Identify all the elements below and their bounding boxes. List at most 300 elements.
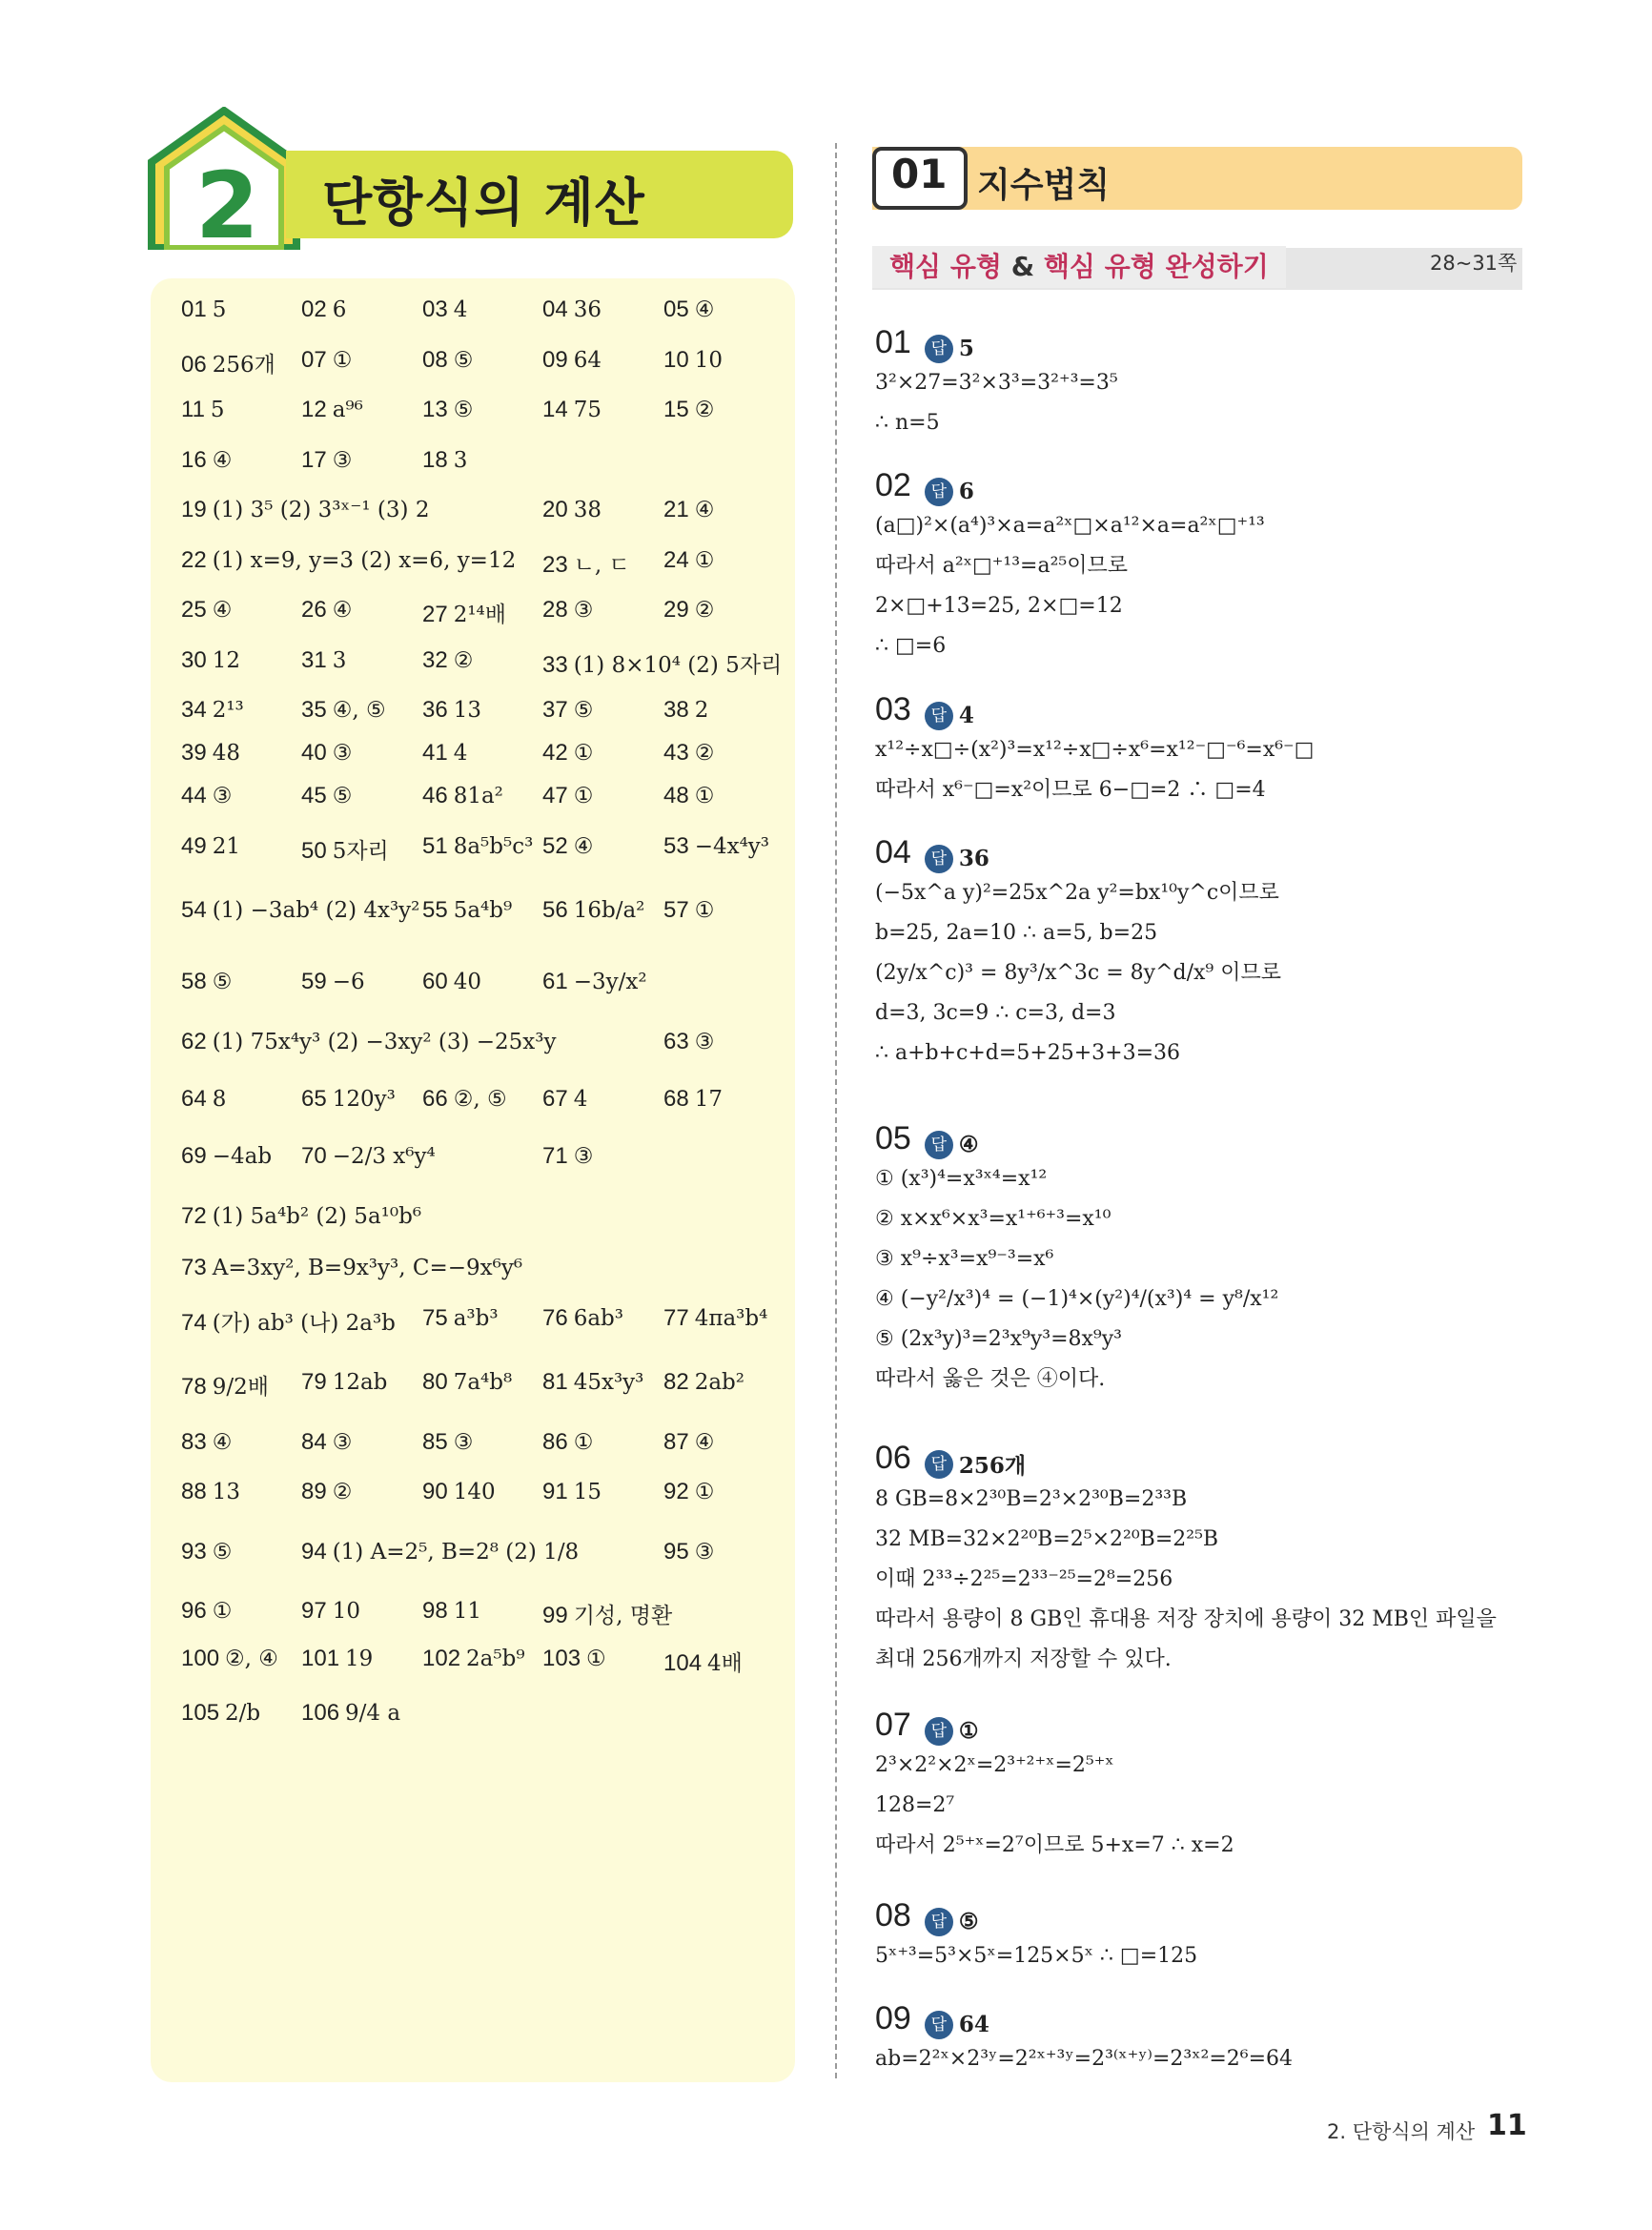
answer-number: 40 bbox=[301, 740, 327, 766]
answer-item bbox=[422, 347, 473, 374]
answer-number: 93 bbox=[181, 1539, 207, 1565]
answer-value: 7a⁴b⁸ bbox=[453, 1370, 513, 1395]
answer-value: 10 bbox=[694, 348, 723, 373]
answer-item bbox=[663, 1305, 767, 1332]
answer-value: 6 bbox=[332, 297, 347, 322]
section-number: 01 bbox=[891, 151, 948, 197]
answer-item bbox=[181, 1598, 232, 1625]
solution-header bbox=[875, 1897, 1533, 1936]
answer-item bbox=[301, 1700, 400, 1727]
answer-item bbox=[181, 1539, 232, 1565]
answer-value: 5자리 bbox=[332, 839, 389, 864]
solution-line: 따라서 용량이 8 GB인 휴대용 저장 장치에 용량이 32 MB인 파일을 bbox=[875, 1607, 1497, 1631]
subheader-label bbox=[872, 246, 1286, 288]
answer-item bbox=[181, 1305, 396, 1337]
solution-line: b=25, 2a=10 ∴ a=5, b=25 bbox=[875, 920, 1158, 945]
answer-value: 140 bbox=[453, 1480, 496, 1504]
solution-line: ∴ a+b+c+d=5+25+3+3=36 bbox=[875, 1040, 1181, 1065]
answer-value: ④ bbox=[212, 448, 233, 473]
solution-line: x¹²÷x□÷(x²)³=x¹²÷x□÷x⁶=x¹²⁻□⁻⁶=x⁶⁻□ bbox=[875, 737, 1315, 762]
answer-number: 98 bbox=[422, 1598, 448, 1624]
answer-number: 30 bbox=[181, 647, 207, 673]
answer-item bbox=[181, 447, 232, 474]
answer-item bbox=[663, 1086, 723, 1113]
answer-badge-icon: 답 bbox=[925, 1131, 953, 1159]
answer-value: ⑤ bbox=[573, 698, 594, 723]
answer-value: 16b/a² bbox=[573, 898, 645, 923]
answer-number: 53 bbox=[663, 833, 689, 859]
answer-number: 76 bbox=[542, 1305, 568, 1331]
answer-item bbox=[663, 297, 714, 323]
answer-value: ① bbox=[586, 1647, 606, 1671]
answer-number: 07 bbox=[301, 347, 327, 373]
answer-number: 57 bbox=[663, 897, 689, 923]
answer-value: 기성, 명환 bbox=[573, 1604, 673, 1628]
answer-number: 01 bbox=[181, 297, 207, 322]
answer-item bbox=[301, 1086, 396, 1113]
answer-number: 75 bbox=[422, 1305, 448, 1331]
answer-number: 38 bbox=[663, 697, 689, 723]
answer-item bbox=[542, 647, 782, 679]
answer-number: 54 bbox=[181, 897, 207, 923]
answer-item bbox=[301, 1479, 352, 1505]
answer-value: ① bbox=[573, 741, 594, 766]
answer-item bbox=[301, 783, 352, 809]
answer-item bbox=[301, 1429, 352, 1456]
answer-item bbox=[542, 969, 647, 995]
answer-number: 12 bbox=[301, 397, 327, 422]
answer-value: ③ bbox=[453, 1430, 474, 1455]
solution-block bbox=[875, 691, 1533, 810]
solution-line: (−5x^a y)²=25x^2a y²=bx¹⁰y^c이므로 bbox=[875, 880, 1279, 905]
answer-item bbox=[542, 397, 602, 423]
solution-line: ① (x³)⁴=x³ˣ⁴=x¹² bbox=[875, 1166, 1048, 1191]
answer-number: 33 bbox=[542, 652, 568, 678]
answer-value: ④ bbox=[212, 598, 233, 623]
answer-badge-icon: 답 bbox=[925, 1717, 953, 1746]
solution-line: (a□)²×(a⁴)³×a=a²ˣ□×a¹²×a=a²ˣ□⁺¹³ bbox=[875, 513, 1265, 538]
answer-value: ③ bbox=[694, 1030, 715, 1054]
solution-line: 2×□+13=25, 2×□=12 bbox=[875, 593, 1123, 618]
answer-item bbox=[181, 897, 419, 924]
solution-number: 03 bbox=[875, 691, 911, 727]
answer-number: 09 bbox=[542, 347, 568, 373]
answer-value: 120y³ bbox=[332, 1087, 396, 1112]
answer-value: 4배 bbox=[707, 1651, 743, 1676]
answer-item bbox=[663, 347, 723, 374]
solution-answer: ④ bbox=[958, 1132, 979, 1157]
answer-value: 13 bbox=[212, 1480, 240, 1504]
answer-item bbox=[542, 1305, 623, 1332]
answer-value: 13 bbox=[453, 698, 481, 723]
answer-number: 60 bbox=[422, 969, 448, 994]
solution-answer: 6 bbox=[958, 479, 974, 504]
solution-line: 따라서 a²ˣ□⁺¹³=a²⁵이므로 bbox=[875, 553, 1128, 578]
answer-number: 88 bbox=[181, 1479, 207, 1504]
answer-number: 80 bbox=[422, 1369, 448, 1395]
answer-number: 69 bbox=[181, 1143, 207, 1169]
answer-number: 17 bbox=[301, 447, 327, 473]
answer-value: ④ bbox=[694, 297, 715, 322]
answer-value: ④ bbox=[332, 598, 353, 623]
answer-number: 29 bbox=[663, 597, 689, 623]
answer-item bbox=[181, 547, 516, 574]
answer-item bbox=[663, 547, 714, 574]
answer-item bbox=[663, 1369, 744, 1396]
solution-number: 09 bbox=[875, 2000, 911, 2036]
solution-line: 따라서 옳은 것은 ④이다. bbox=[875, 1366, 1106, 1391]
answer-value: 48 bbox=[212, 741, 240, 766]
answer-badge-icon: 답 bbox=[925, 478, 953, 506]
answer-item bbox=[301, 697, 386, 724]
answer-value: ⑤ bbox=[212, 1540, 233, 1565]
answer-badge-icon: 답 bbox=[925, 335, 953, 363]
answer-number: 74 bbox=[181, 1310, 207, 1336]
answer-number: 25 bbox=[181, 597, 207, 623]
answer-number: 23 bbox=[542, 552, 568, 578]
solution-block bbox=[875, 1440, 1533, 1680]
answer-value: ③ bbox=[212, 784, 233, 808]
answer-number: 62 bbox=[181, 1029, 207, 1054]
answer-item bbox=[301, 647, 346, 674]
answer-value: ⑤ bbox=[332, 784, 353, 808]
answer-badge-icon: 답 bbox=[925, 1450, 953, 1479]
answer-item bbox=[301, 597, 352, 624]
answer-item bbox=[422, 1086, 507, 1113]
solution-block bbox=[875, 2000, 1533, 2079]
answer-item bbox=[422, 297, 467, 323]
answer-item bbox=[422, 1429, 473, 1456]
solution-answer: 5 bbox=[958, 336, 974, 361]
answer-badge-icon: 답 bbox=[925, 1908, 953, 1936]
answer-number: 34 bbox=[181, 697, 207, 723]
answer-number: 26 bbox=[301, 597, 327, 623]
answer-value: (1) 75x⁴y³ (2) −3xy² (3) −25x³y bbox=[212, 1030, 557, 1054]
answer-item bbox=[542, 1646, 606, 1672]
answer-item bbox=[542, 697, 593, 724]
solution-line: d=3, 3c=9 ∴ c=3, d=3 bbox=[875, 1000, 1116, 1025]
answer-value: 38 bbox=[573, 498, 602, 522]
answer-number: 49 bbox=[181, 833, 207, 859]
answer-item bbox=[422, 597, 506, 628]
answer-number: 68 bbox=[663, 1086, 689, 1112]
answer-item bbox=[542, 1479, 602, 1505]
answer-number: 16 bbox=[181, 447, 207, 473]
answer-number: 66 bbox=[422, 1086, 448, 1112]
answer-value: (가) ab³ (나) 2a³b bbox=[212, 1311, 396, 1336]
solution-number: 07 bbox=[875, 1707, 911, 1743]
answer-value: 45x³y³ bbox=[573, 1370, 644, 1395]
answer-value: 9/4 a bbox=[345, 1701, 401, 1726]
answer-number: 04 bbox=[542, 297, 568, 322]
answer-item bbox=[542, 783, 593, 809]
answer-item bbox=[181, 497, 429, 523]
answer-item bbox=[181, 783, 232, 809]
answer-value: ⑤ bbox=[453, 398, 474, 422]
answer-number: 22 bbox=[181, 547, 207, 573]
answer-number: 10 bbox=[663, 347, 689, 373]
answer-value: 4 bbox=[453, 297, 468, 322]
answer-value: 6ab³ bbox=[573, 1306, 623, 1331]
answer-number: 89 bbox=[301, 1479, 327, 1504]
answer-number: 39 bbox=[181, 740, 207, 766]
answer-value: ① bbox=[694, 548, 715, 573]
answer-value: 5 bbox=[210, 398, 225, 422]
answer-number: 32 bbox=[422, 647, 448, 673]
answer-number: 92 bbox=[663, 1479, 689, 1504]
answer-item bbox=[181, 1086, 226, 1113]
answer-item bbox=[663, 783, 714, 809]
answer-number: 52 bbox=[542, 833, 568, 859]
answer-number: 100 bbox=[181, 1646, 220, 1671]
answer-item bbox=[181, 1203, 421, 1230]
answer-item bbox=[181, 1479, 240, 1505]
answer-number: 64 bbox=[181, 1086, 207, 1112]
section-title-bar bbox=[872, 147, 1522, 210]
answer-number: 79 bbox=[301, 1369, 327, 1395]
solution-line: 따라서 2⁵⁺ˣ=2⁷이므로 5+x=7 ∴ x=2 bbox=[875, 1832, 1234, 1857]
answer-item bbox=[422, 1598, 481, 1625]
answer-number: 37 bbox=[542, 697, 568, 723]
answer-item bbox=[301, 1369, 387, 1396]
solution-header bbox=[875, 467, 1533, 506]
answer-value: ③ bbox=[573, 598, 594, 623]
answer-number: 71 bbox=[542, 1143, 568, 1169]
answer-item bbox=[181, 1029, 556, 1055]
answer-value: 21 bbox=[212, 834, 240, 859]
answer-value: ② bbox=[453, 648, 474, 673]
chapter-number: 2 bbox=[195, 153, 259, 259]
answer-value: ②, ④ bbox=[225, 1647, 278, 1671]
answer-badge-icon: 답 bbox=[925, 845, 953, 873]
solution-header bbox=[875, 834, 1533, 873]
answer-value: 4 bbox=[573, 1087, 588, 1112]
solution-number: 01 bbox=[875, 324, 911, 360]
answer-number: 08 bbox=[422, 347, 448, 373]
answer-item bbox=[181, 397, 225, 423]
solution-answer: ⑤ bbox=[958, 1909, 979, 1934]
answer-value: A=3xy², B=9x³y³, C=−9x⁶y⁶ bbox=[212, 1256, 523, 1280]
answer-number: 65 bbox=[301, 1086, 327, 1112]
solution-block bbox=[875, 834, 1533, 1074]
answer-number: 58 bbox=[181, 969, 207, 994]
solution-header bbox=[875, 1440, 1533, 1480]
answer-value: ⑤ bbox=[212, 970, 233, 994]
solution-block bbox=[875, 467, 1533, 666]
answer-number: 47 bbox=[542, 783, 568, 808]
solution-line: ③ x⁹÷x³=x⁹⁻³=x⁶ bbox=[875, 1246, 1054, 1271]
answer-value: 2a⁵b⁹ bbox=[466, 1647, 525, 1671]
answer-item bbox=[663, 497, 714, 523]
answer-item bbox=[181, 969, 232, 995]
answer-item bbox=[301, 1143, 436, 1170]
answer-number: 42 bbox=[542, 740, 568, 766]
answer-item bbox=[181, 1143, 272, 1170]
answer-value: −4ab bbox=[212, 1144, 273, 1169]
answer-item bbox=[542, 547, 630, 579]
answer-number: 44 bbox=[181, 783, 207, 808]
answer-number: 91 bbox=[542, 1479, 568, 1504]
answer-badge-icon: 답 bbox=[925, 702, 953, 730]
answer-item bbox=[181, 1700, 260, 1727]
answer-value: 2 bbox=[694, 698, 709, 723]
answer-number: 18 bbox=[422, 447, 448, 473]
answer-number: 82 bbox=[663, 1369, 689, 1395]
subheader-part1: 핵심 유형 bbox=[889, 251, 1002, 282]
solution-header bbox=[875, 1707, 1533, 1746]
answer-value: 12 bbox=[212, 648, 240, 673]
solution-number: 04 bbox=[875, 834, 911, 870]
answer-item bbox=[301, 969, 365, 995]
answer-item bbox=[422, 1479, 496, 1505]
solution-number: 02 bbox=[875, 467, 911, 503]
answer-number: 14 bbox=[542, 397, 568, 422]
answer-item bbox=[422, 697, 481, 724]
answer-value: −2/3 x⁶y⁴ bbox=[332, 1144, 436, 1169]
answer-value: 3 bbox=[453, 448, 468, 473]
answer-item bbox=[663, 1539, 714, 1565]
answer-item bbox=[663, 1429, 714, 1456]
answer-value: 8 bbox=[212, 1087, 227, 1112]
solution-line: 8 GB=8×2³⁰B=2³×2³⁰B=2³³B bbox=[875, 1487, 1188, 1511]
footer-chapter-title: 2. 단항식의 계산 bbox=[1327, 2120, 1476, 2143]
chapter-title: 단항식의 계산 bbox=[322, 173, 645, 233]
solution-header bbox=[875, 2000, 1533, 2039]
answer-number: 67 bbox=[542, 1086, 568, 1112]
answer-value: 2¹⁴배 bbox=[453, 603, 506, 627]
answer-number: 43 bbox=[663, 740, 689, 766]
solution-block bbox=[875, 1707, 1533, 1866]
solution-answer: 64 bbox=[958, 2012, 989, 2037]
answer-value: 2/b bbox=[225, 1701, 261, 1726]
answer-item bbox=[542, 347, 602, 374]
solution-line: ④ (−y²/x³)⁴ = (−1)⁴×(y²)⁴/(x³)⁴ = y⁸/x¹² bbox=[875, 1286, 1279, 1311]
answer-value: (1) x=9, y=3 (2) x=6, y=12 bbox=[212, 548, 517, 573]
answer-value: ③ bbox=[573, 1144, 594, 1169]
solution-answer: 4 bbox=[958, 703, 974, 728]
answer-value: ② bbox=[694, 398, 715, 422]
solution-block bbox=[875, 1897, 1533, 1976]
solution-header bbox=[875, 1120, 1533, 1159]
answer-number: 15 bbox=[663, 397, 689, 422]
answer-item bbox=[181, 697, 244, 724]
answer-item bbox=[181, 833, 240, 860]
answer-value: 8a⁵b⁵c³ bbox=[453, 834, 534, 859]
solution-line: ∴ □=6 bbox=[875, 633, 947, 658]
column-divider bbox=[835, 143, 837, 2078]
answer-value: 5 bbox=[212, 297, 227, 322]
answer-value: −4x⁴y³ bbox=[694, 834, 770, 859]
answer-number: 61 bbox=[542, 969, 568, 994]
answer-number: 03 bbox=[422, 297, 448, 322]
answer-number: 02 bbox=[301, 297, 327, 322]
answer-value: (1) 3⁵ (2) 3³ˣ⁻¹ (3) 2 bbox=[212, 498, 430, 522]
answer-item bbox=[663, 1029, 714, 1055]
answer-number: 90 bbox=[422, 1479, 448, 1504]
answer-value: −3y/x² bbox=[573, 970, 647, 994]
answer-item bbox=[663, 1646, 743, 1677]
answer-value: 11 bbox=[453, 1599, 481, 1624]
solution-line: ∴ n=5 bbox=[875, 410, 940, 435]
solution-line: 이때 2³³÷2²⁵=2³³⁻²⁵=2⁸=256 bbox=[875, 1567, 1173, 1591]
answer-value: ③ bbox=[332, 1430, 353, 1455]
answer-item bbox=[663, 1479, 714, 1505]
solution-header bbox=[875, 691, 1533, 730]
answer-item bbox=[542, 833, 593, 860]
answer-item bbox=[301, 1539, 579, 1565]
solution-line: (2y/x^c)³ = 8y³/x^3c = 8y^d/x⁹ 이므로 bbox=[875, 960, 1281, 985]
solution-line: ⑤ (2x³y)³=2³x⁹y³=8x⁹y³ bbox=[875, 1326, 1122, 1351]
answer-value: −6 bbox=[332, 970, 365, 994]
answer-item bbox=[542, 897, 644, 924]
answer-value: ① bbox=[694, 784, 715, 808]
answer-value: ① bbox=[694, 1480, 715, 1504]
answer-number: 70 bbox=[301, 1143, 327, 1169]
answer-item bbox=[181, 1429, 232, 1456]
answer-number: 45 bbox=[301, 783, 327, 808]
answer-badge-icon: 답 bbox=[925, 2011, 953, 2039]
answer-item bbox=[422, 740, 467, 767]
answer-number: 73 bbox=[181, 1255, 207, 1280]
answer-item bbox=[301, 1598, 360, 1625]
answer-item bbox=[422, 969, 481, 995]
answer-value: 3 bbox=[332, 648, 347, 673]
answer-value: ② bbox=[332, 1480, 353, 1504]
answer-value: ① bbox=[573, 1430, 594, 1455]
answer-number: 78 bbox=[181, 1374, 207, 1400]
solution-line: 5ˣ⁺³=5³×5ˣ=125×5ˣ ∴ □=125 bbox=[875, 1943, 1198, 1968]
answer-value: (1) 5a⁴b² (2) 5a¹⁰b⁶ bbox=[212, 1204, 422, 1229]
solution-answer: 256개 bbox=[958, 1453, 1027, 1479]
answer-value: 4 bbox=[453, 741, 468, 766]
answer-number: 102 bbox=[422, 1646, 461, 1671]
answer-number: 94 bbox=[301, 1539, 327, 1565]
answer-value: 17 bbox=[694, 1087, 723, 1112]
answer-value: 4πa³b⁴ bbox=[694, 1306, 768, 1331]
answer-item bbox=[542, 497, 602, 523]
answer-value: 19 bbox=[345, 1647, 374, 1671]
answer-number: 86 bbox=[542, 1429, 568, 1455]
page-number: 11 bbox=[1487, 2109, 1527, 2142]
answer-item bbox=[422, 897, 512, 924]
answer-item bbox=[542, 1369, 643, 1396]
answer-value: ④ bbox=[212, 1430, 233, 1455]
solution-line: 2³×2²×2ˣ=2³⁺²⁺ˣ=2⁵⁺ˣ bbox=[875, 1752, 1114, 1777]
section-title: 지수법칙 bbox=[977, 166, 1111, 205]
answer-item bbox=[181, 347, 275, 378]
solution-line: 128=2⁷ bbox=[875, 1792, 955, 1817]
answer-number: 72 bbox=[181, 1203, 207, 1229]
answer-item bbox=[422, 833, 533, 860]
answer-value: a³b³ bbox=[453, 1306, 499, 1331]
answer-number: 97 bbox=[301, 1598, 327, 1624]
answer-number: 106 bbox=[301, 1700, 340, 1726]
answer-number: 101 bbox=[301, 1646, 340, 1671]
answer-number: 27 bbox=[422, 602, 448, 627]
answer-value: 10 bbox=[332, 1599, 360, 1624]
answer-value: ③ bbox=[694, 1540, 715, 1565]
answer-number: 05 bbox=[663, 297, 689, 322]
answer-value: ① bbox=[694, 898, 715, 923]
answer-number: 85 bbox=[422, 1429, 448, 1455]
answer-value: ① bbox=[332, 348, 353, 373]
answer-value: ④ bbox=[694, 498, 715, 522]
answer-number: 81 bbox=[542, 1369, 568, 1395]
answer-item bbox=[301, 833, 389, 865]
answer-number: 103 bbox=[542, 1646, 581, 1671]
answer-value: ⑤ bbox=[453, 348, 474, 373]
answer-item bbox=[422, 647, 473, 674]
